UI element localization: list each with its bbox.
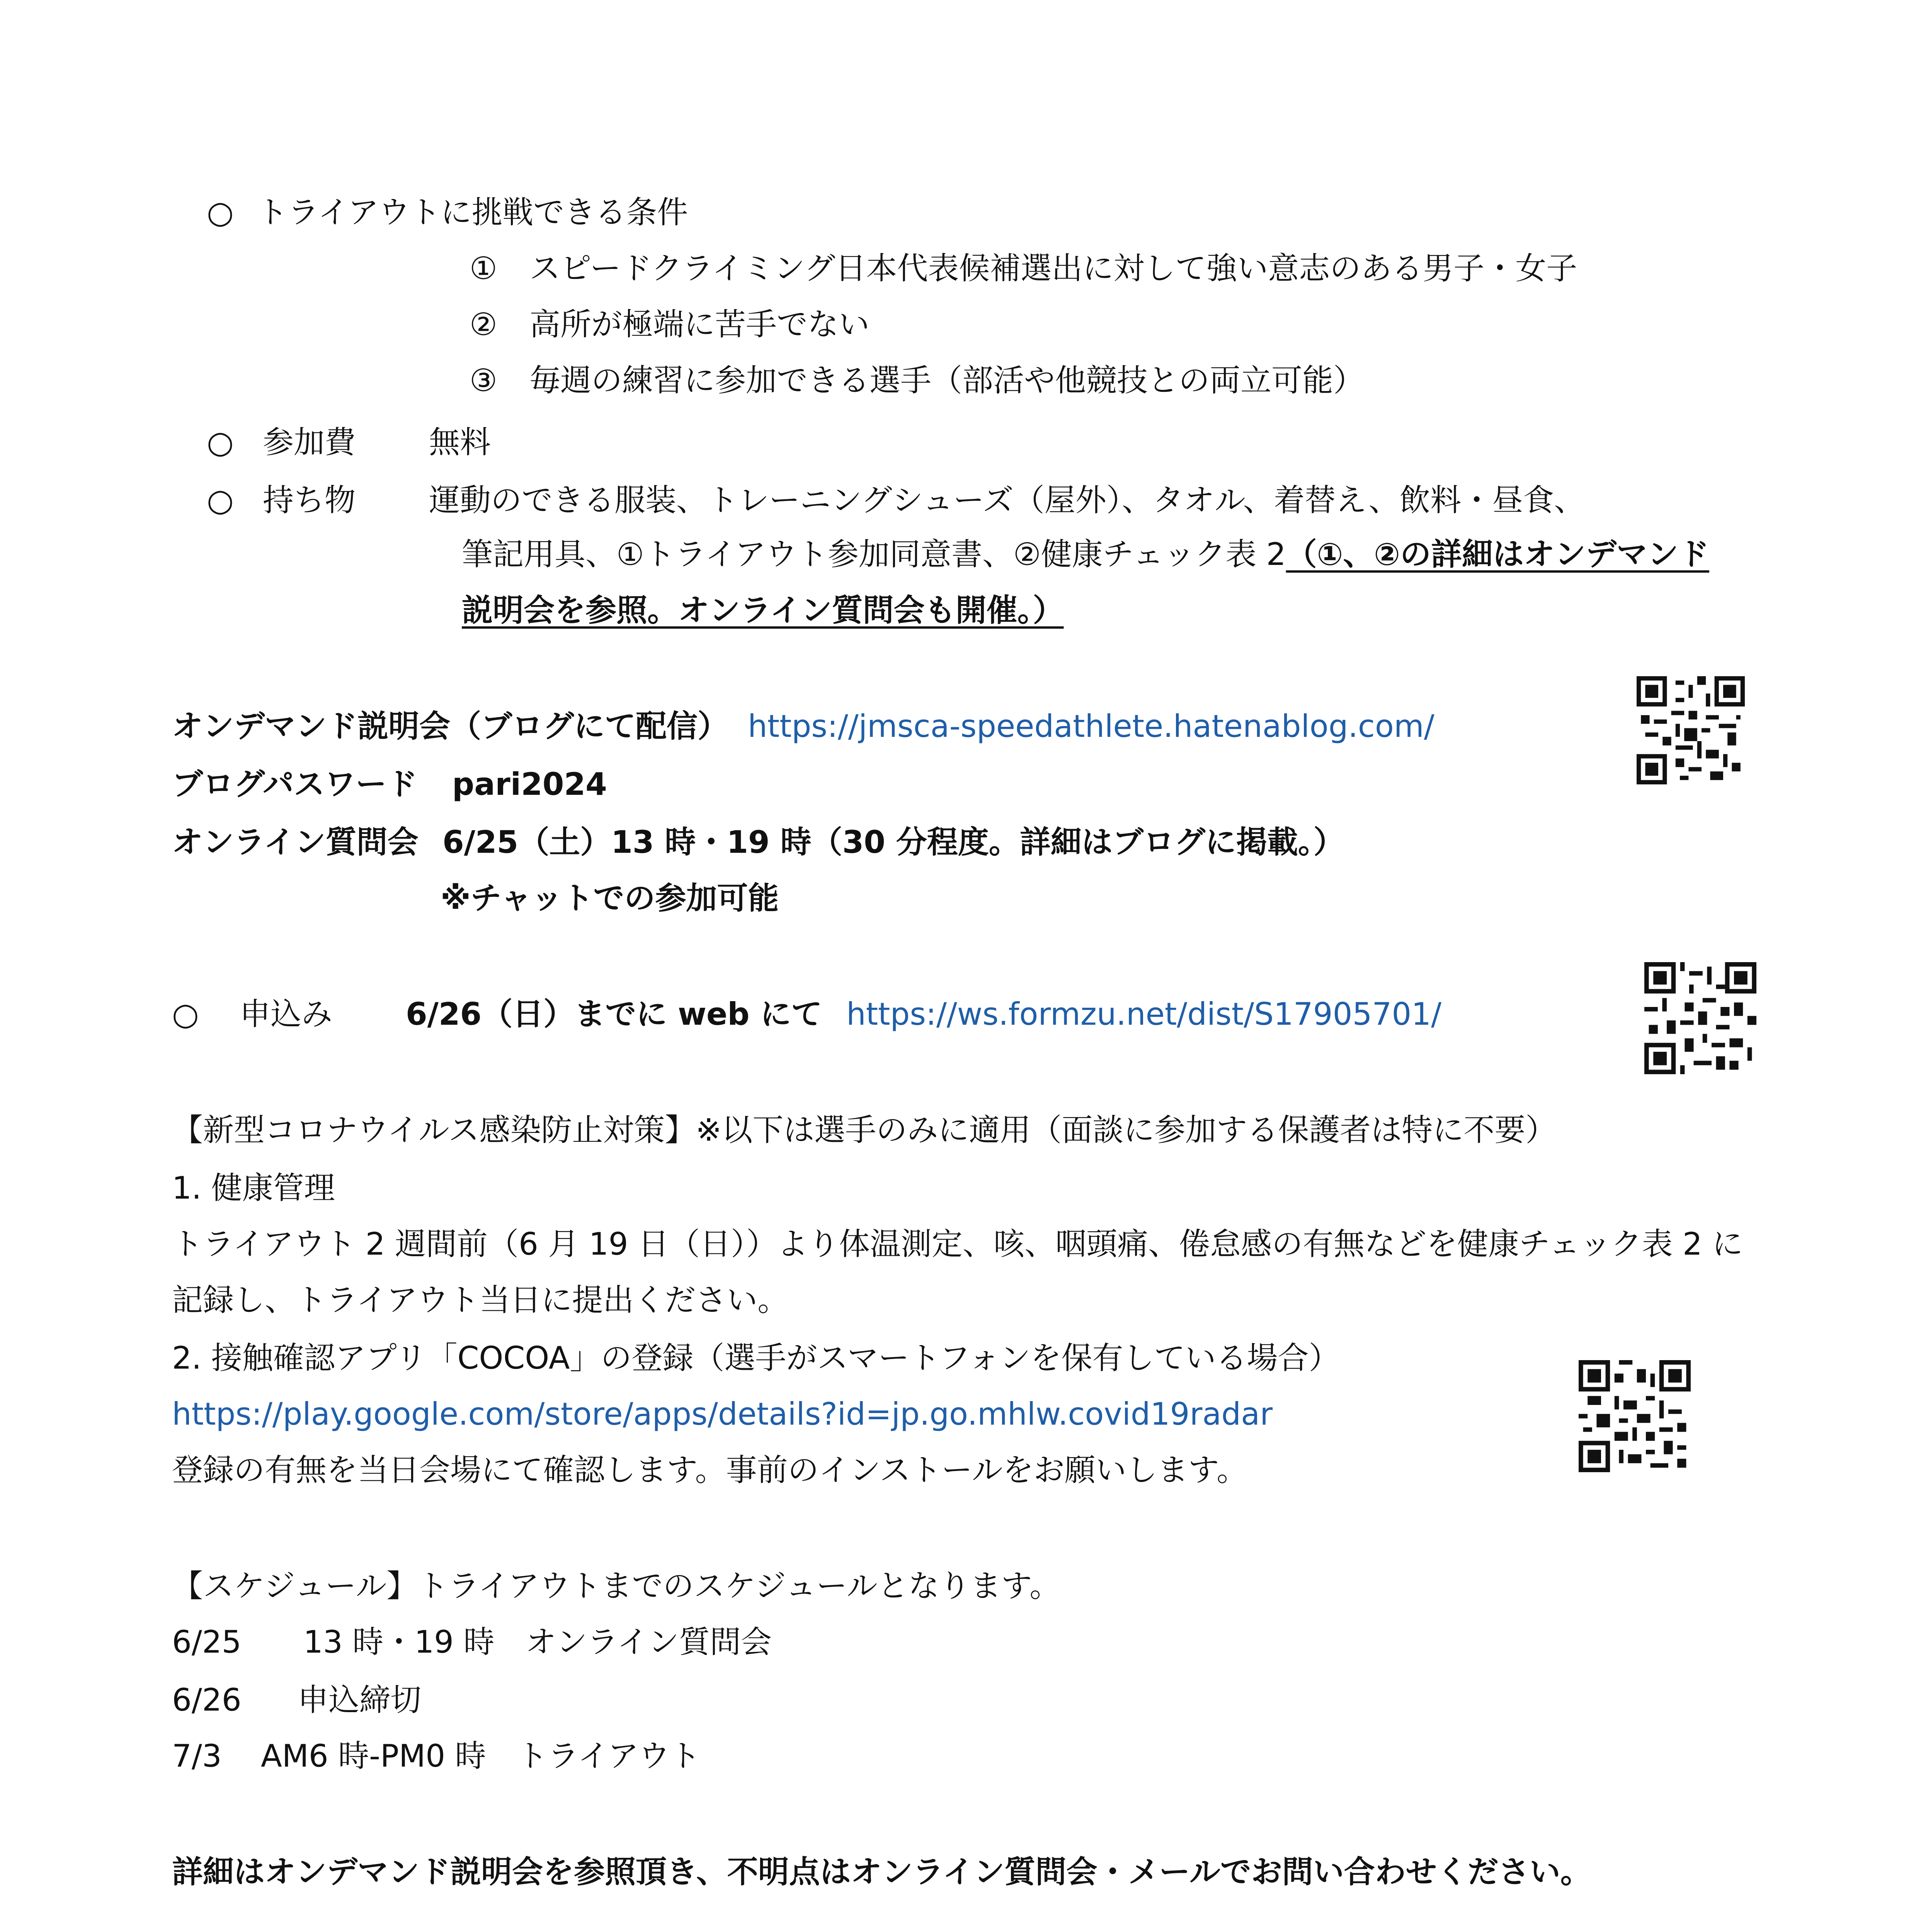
schedule-row-1-date: 6/25 — [172, 1624, 242, 1660]
cocoa-url-link[interactable]: https://play.google.com/store/apps/details?id=jp.go.mhlw.covid19radar — [172, 1396, 1273, 1432]
apply-url-link[interactable]: https://ws.formzu.net/dist/S17905701/ — [846, 996, 1442, 1032]
apply-label: 申込み — [240, 996, 332, 1032]
belongings-bullet: ○ — [207, 482, 234, 518]
conditions-heading: トライアウトに挑戦できる条件 — [257, 194, 688, 230]
condition-3-num: ③ — [470, 362, 497, 398]
condition-1-num: ① — [470, 250, 497, 286]
fee-value: 無料 — [429, 424, 491, 460]
condition-2-text: 高所が極端に苦手でない — [529, 306, 870, 342]
covid-item2-title: 2. 接触確認アプリ「COCOA」の登録（選手がスマートフォンを保有している場合） — [172, 1340, 1340, 1376]
apply-bullet: ○ — [172, 996, 199, 1032]
ondemand-qr-code[interactable] — [1637, 676, 1745, 784]
online-qa-label: オンライン質問会 — [172, 824, 419, 860]
condition-1-text: スピードクライミング日本代表候補選出に対して強い意志のある男子・女子 — [529, 250, 1577, 286]
covid-item1-title: 1. 健康管理 — [172, 1170, 335, 1206]
schedule-row-3-detail: AM6 時-PM0 時 トライアウト — [261, 1738, 701, 1774]
fee-bullet: ○ — [207, 424, 234, 460]
blog-password-label: ブログパスワード — [172, 766, 418, 802]
online-qa-value: 6/25（土）13 時・19 時（30 分程度。詳細はブログに掲載。） — [442, 824, 1344, 860]
apply-deadline: 6/26（日）までに web にて — [406, 996, 822, 1032]
belongings-line3-emphasis: 説明会を参照。オンライン質問会も開催。） — [462, 592, 1064, 628]
condition-3-text: 毎週の練習に参加できる選手（部活や他競技との両立可能） — [529, 362, 1364, 398]
covid-item1-line2: 記録し、トライアウト当日に提出ください。 — [172, 1282, 789, 1318]
schedule-row-3-date: 7/3 — [172, 1738, 222, 1774]
schedule-heading: 【スケジュール】トライアウトまでのスケジュールとなります。 — [172, 1568, 1061, 1604]
belongings-line2 — [462, 536, 1710, 572]
ondemand-url-link[interactable]: https://jmsca-speedathlete.hatenablog.com/ — [748, 708, 1434, 744]
fee-label: 参加費 — [263, 424, 356, 460]
schedule-row-1-detail: 13 時・19 時 オンライン質問会 — [303, 1624, 772, 1660]
condition-2-num: ② — [470, 306, 497, 342]
blog-password-value: pari2024 — [452, 766, 607, 802]
belongings-line2-emphasis: （①、②の詳細はオンデマンド — [1286, 536, 1710, 572]
covid-item1-line1: トライアウト 2 週間前（6 月 19 日（日））より体温測定、咳、咽頭痛、倦怠感の有無などを健康チェック表 2 に — [172, 1226, 1743, 1262]
schedule-row-2-date: 6/26 — [172, 1682, 242, 1718]
cocoa-qr-code[interactable] — [1579, 1360, 1691, 1472]
covid-item2-note: 登録の有無を当日会場にて確認します。事前のインストールをお願いします。 — [172, 1452, 1248, 1488]
apply-qr-code[interactable] — [1644, 962, 1756, 1074]
belongings-label: 持ち物 — [263, 482, 356, 518]
covid-heading: 【新型コロナウイルス感染防止対策】※以下は選手のみに適用（面談に参加する保護者は特に不要） — [172, 1112, 1557, 1148]
belongings-line2-plain: 筆記用具、①トライアウト参加同意書、②健康チェック表 2 — [462, 536, 1286, 572]
online-qa-note: ※チャットでの参加可能 — [441, 880, 779, 916]
closing-note: 詳細はオンデマンド説明会を参照頂き、不明点はオンライン質問会・メールでお問い合わせください。 — [172, 1854, 1591, 1890]
conditions-bullet: ○ — [207, 194, 234, 230]
ondemand-label: オンデマンド説明会（ブログにて配信） — [172, 708, 728, 744]
belongings-line1: 運動のできる服装、トレーニングシューズ（屋外）、タオル、着替え、飲料・昼食、 — [429, 482, 1585, 518]
schedule-row-2-detail: 申込締切 — [298, 1682, 421, 1718]
